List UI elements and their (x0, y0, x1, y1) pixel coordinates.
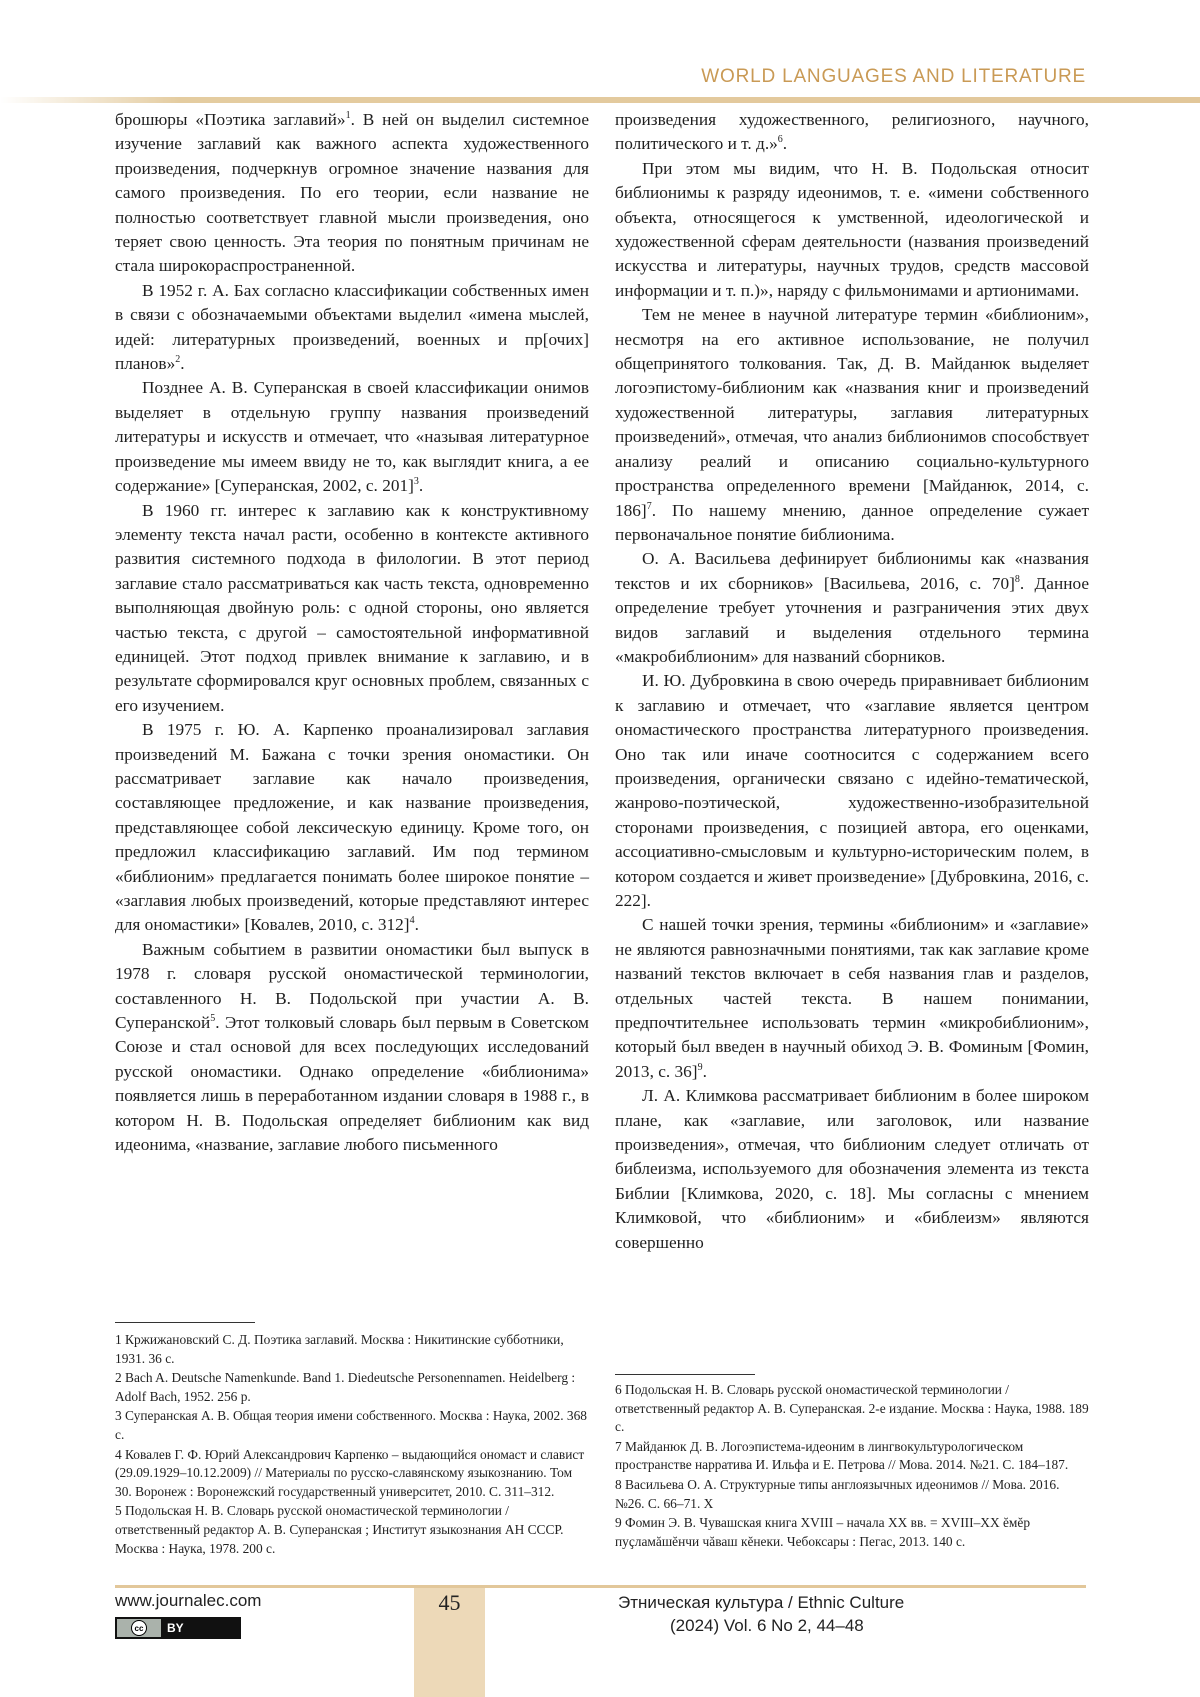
paragraph-text: В 1952 г. А. Бах согласно классификации собственных имен в связи с обозначаемыми объектами выделил «имена мыслей, идей: литературных произведений, военных и пр[очих] планов» (115, 280, 589, 374)
by-label: BY (167, 1621, 184, 1635)
paragraph-text: . Этот толковый словарь был первым в Советском Союзе и стал основой для всех последующих исследований русской ономастики. Однако определение «библионима» появляется лишь в переработанном издании словаря в 1988 г., в котором Н. В. Подольская определяет библионим как вид идеонима, «название, заглавие любого письменного (115, 1013, 589, 1155)
footnote: 6 Подольская Н. В. Словарь русской ономастической терминологии / ответственный редактор А. В. Суперанская. 2-е издание. Москва : Наука, 1988. 189 с. (615, 1382, 1089, 1435)
header-rule (0, 97, 1200, 103)
footnote: 1 Кржижановский С. Д. Поэтика заглавий. Москва : Никитинские субботники, 1931. 36 с. (115, 1332, 564, 1366)
footnote: 2 Bach A. Deutsche Namenkunde. Band 1. Diedeutsche Personennamen. Heidelberg : Adolf Bach, 1952. 256 p. (115, 1370, 576, 1404)
paragraph-text: О. А. Васильева дефинирует библионимы как «названия текстов и их сборников» [Васильева, 2016, с. 70] (615, 549, 1089, 593)
footnote-ref[interactable]: 4 (409, 915, 415, 927)
footnotes-left (115, 1322, 589, 1559)
paragraph-text: . В ней он выделил системное изучение заглавий как важного аспекта художественного произведения, подчеркнув огромное значение названия для самого произведения. По его теории, если название не полностью соответствует главной мысли произведения, оно теряет свою ценность. Эта теория по понятным причинам не стала широкораспространенной. (115, 110, 590, 276)
paragraph (115, 108, 589, 279)
paragraph-text: . (782, 134, 788, 154)
journal-name: Этническая культура / Ethnic Culture (618, 1593, 905, 1612)
footnote: 9 Фомин Э. В. Чувашская книга XVIII – начала XX вв. = XVIII–XX ĕмĕр пуҫламăшĕнчи чăваш кĕнеки. Чебоксары : Пегас, 2013. 140 с. (615, 1515, 1031, 1549)
footnote: 3 Суперанская А. В. Общая теория имени собственного. Москва : Наука, 2002. 368 с. (115, 1408, 588, 1442)
journal-citation (618, 1591, 958, 1637)
paragraph (615, 108, 1089, 157)
paragraph-text: . (180, 354, 185, 374)
section-title: WORLD LANGUAGES AND LITERATURE (701, 66, 1086, 87)
paragraph (615, 669, 1089, 913)
paragraph (115, 938, 589, 1158)
paragraph-text: . По нашему мнению, данное определение сужает первоначальное понятие библионима. (615, 500, 1089, 544)
cc-text: cc (134, 1623, 144, 1633)
paragraph-text: . (414, 915, 419, 935)
footnote-ref[interactable]: 9 (697, 1062, 703, 1074)
cc-circle-icon (131, 1620, 147, 1636)
paragraph-text: . (418, 476, 424, 496)
cc-icon (117, 1619, 161, 1637)
paragraph-text: И. Ю. Дубровкина в свою очередь приравнивает библионим к заглавию и отмечает, что «заглавие является центром ономастического пространства литературного произведения. Оно так или иначе соотносится с содержанием всего произведения, органически связано с идейно-тематической, жанрово-поэтической, художественно-изобразительной сторонами произведения, с позицией автора, его оценками, ассоциативно-смысловым и культурно-историческим полем, в котором создается и живет произведение» [Дубровкина, 2016, с. 222]. (615, 671, 1089, 910)
paragraph-text: С нашей точки зрения, термины «библионим» и «заглавие» не являются равнозначными понятиями, так как заглавие кроме названий текстов включает в себя названия глав и разделов, отдельных частей текста. В нашем понимании, предпочтительнее использовать термин «микробиблионим», который был введен в научный обиход Э. В. Фоминым [Фомин, 2013, с. 36] (615, 915, 1089, 1081)
footnote: 4 Ковалев Г. Ф. Юрий Александрович Карпенко – выдающийся ономаст и славист (29.09.1929–10.12.2009) // Материалы по русско-славянскому языкознанию. Том 30. Воронеж : Воронежский государственный университет, 2010. С. 311–312. (115, 1446, 585, 1499)
footnote-ref[interactable]: 7 (646, 500, 652, 512)
right-column (615, 108, 1089, 1255)
paragraph-text: В 1975 г. Ю. А. Карпенко проанализировал заглавия произведений М. Бажана с точки зрения ономастики. Он рассматривает заглавие как начало произведения, составляющее предложение, и как название произведения, представляющее собой лексическую единицу. Кроме того, он предложил классификацию заглавий. Им под термином «библионим» предлагается понимать более широкое понятие – «заглавия любых произведений, которые представляют интерес для ономастики» [Ковалев, 2010, с. 312] (115, 720, 589, 935)
footnote-separator (615, 1374, 755, 1375)
footnote-ref[interactable]: 8 (1014, 573, 1020, 585)
paragraph-text: Позднее А. В. Суперанская в своей классификации онимов выделяет в отдельную группу названия произведений литературы и искусств и отмечает, что «называя литературное произведение мы имеем ввиду не то, как выглядит книга, а ее содержание» [Суперанская, 2002, с. 201] (115, 378, 589, 496)
paragraph-text: При этом мы видим, что Н. В. Подольская относит библионимы к разряду идеонимов, т. е. «имени собственного объекта, относящегося к умственной, идеологической и художественной сферам деятельности (названия произведений искусства и литературы, научных трудов, средств массовой информации и т. п.)», наряду с фильмонимами и артионимами. (615, 158, 1089, 300)
paragraph (115, 718, 589, 938)
paragraph (615, 303, 1089, 547)
footnote: 5 Подольская Н. В. Словарь русской ономастической терминологии / ответственный редактор А. В. Суперанская ; Институт языкознания АН СССР. Москва : Наука, 1978. 200 с. (115, 1503, 564, 1556)
cc-by-license-badge[interactable] (115, 1617, 241, 1639)
journal-issue: (2024) Vol. 6 No 2, 44–48 (670, 1616, 864, 1635)
paragraph (615, 913, 1089, 1084)
paragraph-text: Важным событием в развитии ономастики был выпуск в 1978 г. словаря русской ономастической терминологии, составленного Н. В. Подольской при участии А. В. Суперанской (115, 939, 589, 1033)
footnote: 7 Майданюк Д. В. Логоэпистема-идеоним в лингвокультурологическом пространстве нарратива И. Ильфа и Е. Петрова // Мова. 2014. №21. С. 184–187. (615, 1438, 1069, 1473)
footnote-ref[interactable]: 3 (413, 476, 419, 488)
paragraph (115, 279, 589, 377)
paragraph (615, 157, 1089, 303)
paragraph (615, 547, 1089, 669)
journal-website-link[interactable]: www.journalec.com (115, 1591, 262, 1610)
paragraph-text: В 1960 гг. интерес к заглавию как к конструктивному элементу текста начал расти, особенно в контексте активного развития системного подхода в филологии. В этот период заглавие стало рассматриваться как часть текста, одновременно выполняющая двойную роль: с одной стороны, оно является частью текста, с другой – самостоятельной информативной единицей. Этот подход привлек внимание к заглавию, и в результате сформировался круг основных проблем, связанных с его изучением. (115, 500, 589, 715)
footnote: 8 Васильева О. А. Структурные типы англоязычных идеонимов // Мова. 2016. №26. С. 66–71. Х (615, 1476, 1060, 1511)
footer-rule (115, 1585, 1086, 1588)
footnotes-right (615, 1374, 1089, 1552)
footnote-separator (115, 1322, 255, 1323)
paragraph-text: . (702, 1061, 707, 1081)
paragraph-text: . Данное определение требует уточнения и разграничения этих двух видов заглавий и выделения отдельного термина «макробиблионим» для названий сборников. (615, 573, 1089, 666)
paragraph (615, 1084, 1089, 1255)
paragraph-text: Тем не менее в научной литературе термин «библионим», несмотря на его активное использование, не получил общепринятого толкования. Так, Д. В. Майданюк выделяет логоэпистому-библионим как «названия книг и произведений художественной литературы, заглавия литературных произведений», отмечая, что анализ библионимов способствует анализу реалий и описанию социально-культурного пространства определенного времени [Майданюк, 2014, с. 186] (615, 305, 1089, 520)
paragraph-text: брошюры «Поэтика заглавий» (115, 110, 346, 129)
footnote-ref[interactable]: 6 (777, 134, 783, 146)
paragraph (115, 376, 589, 498)
page-number: 45 (438, 1590, 461, 1615)
footnote-ref[interactable]: 1 (345, 110, 351, 122)
footnote-ref[interactable]: 2 (175, 354, 181, 366)
paragraph-text: Л. А. Климкова рассматривает библионим в более широком плане, как «заглавие, или заголовок, или название произведения», отмечая, что библионим следует отличать от библеизма, используемого для обозначения элемента из текста Библии [Климкова, 2020, с. 18]. Мы согласны с мнением Климковой, что «библионим» и «библеизм» являются совершенно (615, 1086, 1089, 1252)
paragraph (115, 499, 589, 719)
left-column (115, 108, 589, 1157)
paragraph-text: произведения художественного, религиозного, научного, политического и т. д.» (615, 110, 1089, 154)
footnote-ref[interactable]: 5 (210, 1013, 216, 1025)
